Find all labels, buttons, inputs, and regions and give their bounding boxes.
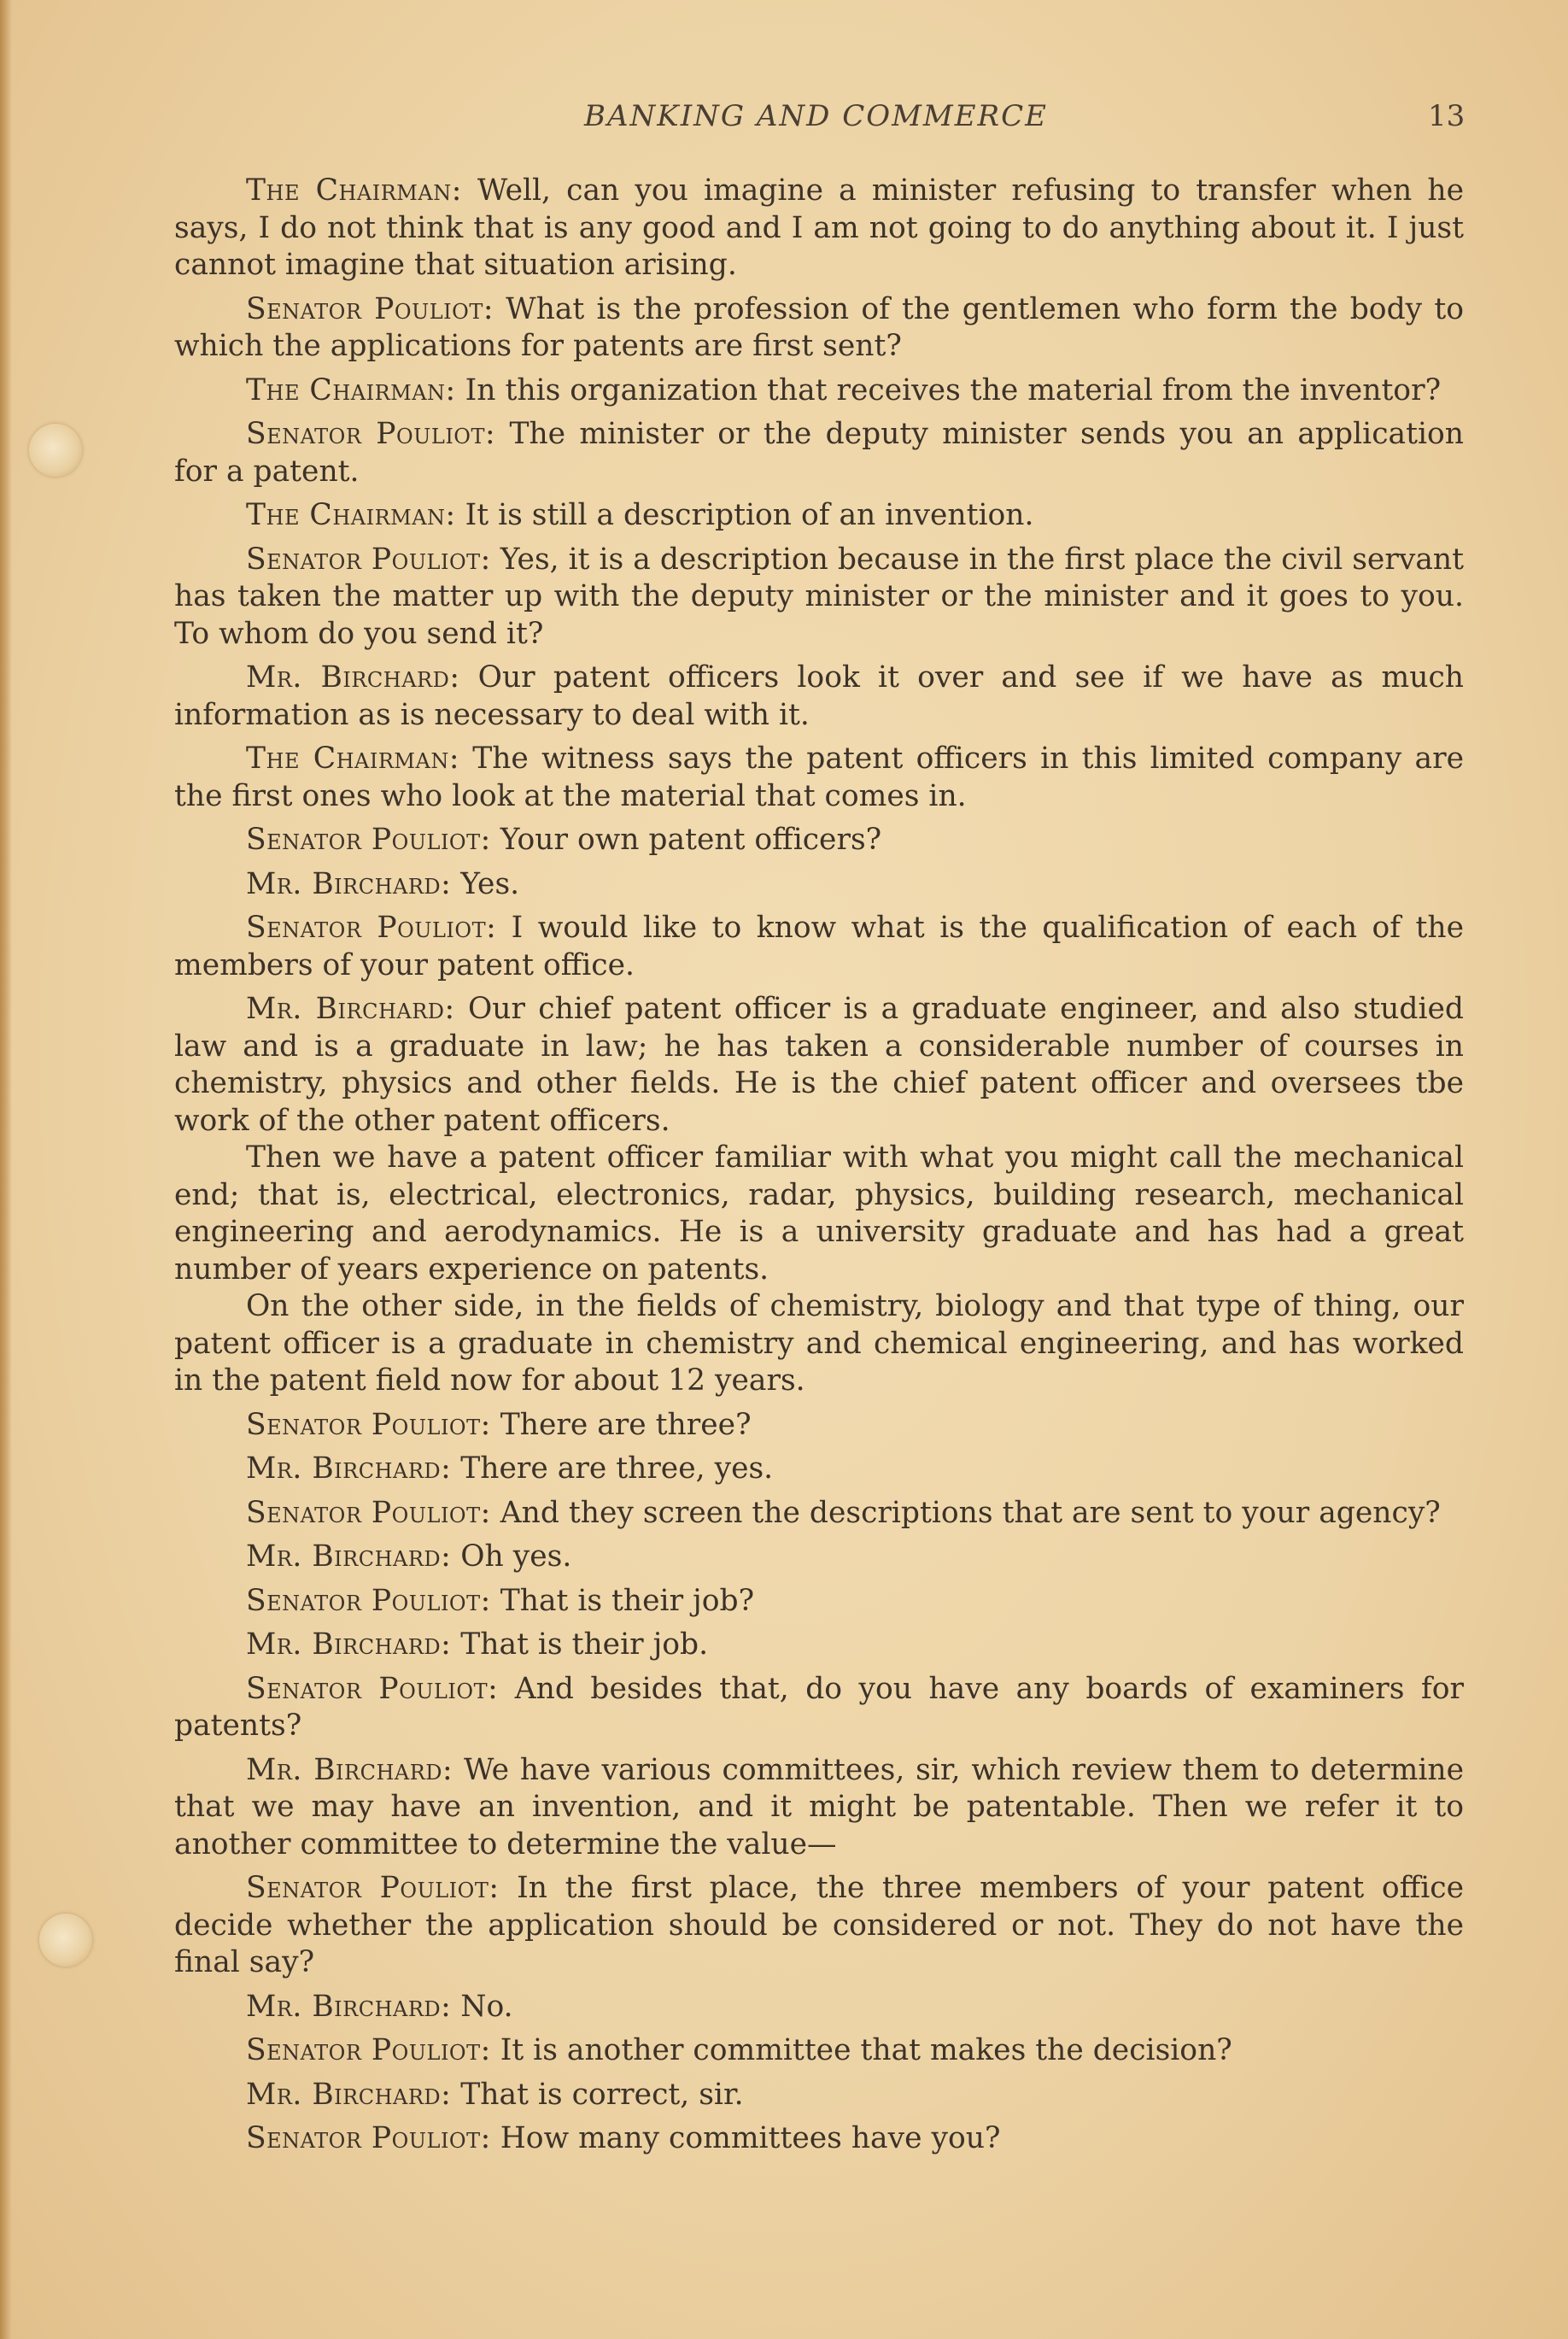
paragraph <box>174 1752 1464 1864</box>
paragraph <box>174 372 1464 410</box>
speaker-name: Senator Pouliot: <box>246 1871 500 1905</box>
speaker-name: The Chairman: <box>246 498 456 532</box>
paragraph-text: Then we have a patent officer familiar with what you might call the mechanical end; that is, electrical, electronics, radar, physics, building research, mechanical engineering and aerodynamics. He is a university graduate and has had a great number of years experience on patents. <box>174 1140 1464 1287</box>
paragraph <box>174 1451 1464 1488</box>
paragraph-text: In this organization that receives the material from the inventor? <box>455 372 1442 407</box>
speaker-name: Mr. Birchard: <box>246 1539 452 1574</box>
speaker-name: Mr. Birchard: <box>246 2077 452 2112</box>
paragraph <box>174 2032 1464 2070</box>
paragraph-text: We have various committees, sir, which review them to determine that we may have an invention, and it might be patentable. Then we refer it to another committee to determine the value— <box>174 1752 1464 1861</box>
page-number: 13 <box>1428 99 1466 133</box>
paragraph-text: How many committees have you? <box>490 2121 1001 2155</box>
paragraph <box>174 1407 1464 1445</box>
paragraph-text: Your own patent officers? <box>490 823 882 857</box>
speaker-name: Senator Pouliot: <box>246 1407 491 1442</box>
paragraph <box>174 542 1464 654</box>
running-title: BANKING AND COMMERCE <box>584 99 1048 133</box>
paragraph <box>174 741 1464 815</box>
speaker-name: The Chairman: <box>246 372 456 407</box>
paragraph-text: What is the profession of the gentlemen who form the body to which the applications for patents are first sent? <box>174 291 1464 363</box>
paragraph-text: Our chief patent officer is a graduate engineer, and also studied law and is a graduate in law; he has taken a considerable number of courses in chemistry, physics and other fields. He is the chief patent officer and oversees tbe work of the other patent officers. <box>174 992 1464 1138</box>
running-header <box>0 99 1568 142</box>
speaker-name: Senator Pouliot: <box>246 823 491 857</box>
paragraph <box>174 497 1464 535</box>
speaker-name: Senator Pouliot: <box>246 542 491 577</box>
paragraph <box>174 1989 1464 2026</box>
paragraph-text: Our patent officers look it over and see if we have as much information as is necessary to deal with it. <box>174 660 1464 732</box>
paragraph <box>174 910 1464 984</box>
paragraph-text: And they screen the descriptions that are sent to your agency? <box>490 1495 1441 1530</box>
speaker-name: Mr. Birchard: <box>246 866 452 901</box>
speaker-name: Mr. Birchard: <box>246 1627 452 1662</box>
speaker-name: Senator Pouliot: <box>246 417 496 451</box>
speaker-name: Senator Pouliot: <box>246 911 497 945</box>
paragraph <box>174 2120 1464 2158</box>
speaker-name: Mr. Birchard: <box>246 1752 453 1787</box>
paragraph-text: Well, can you imagine a minister refusing to transfer when he says, I do not think that is any good and I am not going to do anything about it. I just cannot imagine that situation arising. <box>174 173 1464 282</box>
binding-hole <box>39 1914 92 1967</box>
paragraph <box>174 416 1464 490</box>
paragraph-text: That is correct, sir. <box>451 2077 744 2112</box>
paragraph <box>174 822 1464 859</box>
speaker-name: Senator Pouliot: <box>246 1671 499 1706</box>
paragraph <box>174 1870 1464 1982</box>
paragraph <box>174 866 1464 904</box>
speaker-name: Mr. Birchard: <box>246 992 455 1026</box>
paragraph <box>174 173 1464 284</box>
paragraph <box>174 1671 1464 1745</box>
paragraph <box>174 1539 1464 1576</box>
paragraph <box>174 659 1464 734</box>
speaker-name: Senator Pouliot: <box>246 1583 491 1618</box>
speaker-name: The Chairman: <box>246 173 462 208</box>
binding-hole <box>29 424 82 477</box>
paragraph <box>174 1495 1464 1533</box>
paragraph <box>174 291 1464 366</box>
paragraph <box>174 1627 1464 1664</box>
paragraph-text: The witness says the patent officers in this limited company are the first ones who look at the material that comes in. <box>174 742 1464 813</box>
paragraph-text: On the other side, in the fields of chemistry, biology and that type of thing, our patent officer is a graduate in chemistry and chemical engineering, and has worked in the patent field now for about 12 years. <box>174 1289 1464 1398</box>
paragraph-text: And besides that, do you have any boards of examiners for patents? <box>174 1671 1464 1743</box>
paragraph-text: In the first place, the three members of your patent office decide whether the application should be considered or not. They do not have the final say? <box>174 1871 1464 1979</box>
paragraph-text: There are three, yes. <box>451 1451 774 1486</box>
speaker-name: Mr. Birchard: <box>246 660 460 695</box>
speaker-name: Senator Pouliot: <box>246 1495 491 1530</box>
paragraph-text: It is another committee that makes the decision? <box>490 2033 1232 2067</box>
speaker-name: Mr. Birchard: <box>246 1989 452 2024</box>
paragraph <box>174 1288 1464 1400</box>
speaker-name: Senator Pouliot: <box>246 291 494 326</box>
paragraph <box>174 1140 1464 1288</box>
transcript-body <box>174 173 1464 2165</box>
paragraph-text: That is their job. <box>451 1627 709 1662</box>
paragraph-text: No. <box>451 1989 513 2024</box>
speaker-name: Senator Pouliot: <box>246 2033 491 2067</box>
paragraph-text: It is still a description of an invention. <box>455 498 1034 532</box>
paragraph <box>174 1583 1464 1621</box>
paragraph-text: The minister or the deputy minister sends you an application for a patent. <box>174 417 1464 489</box>
paragraph-text: I would like to know what is the qualification of each of the members of your patent office. <box>174 911 1464 982</box>
page-spine-edge <box>0 0 12 2339</box>
paragraph-text: Yes, it is a description because in the first place the civil servant has taken the matter up with the deputy minister or the minister and it goes to you. To whom do you send it? <box>174 542 1464 651</box>
speaker-name: Senator Pouliot: <box>246 2121 491 2155</box>
paragraph <box>174 2077 1464 2114</box>
speaker-name: Mr. Birchard: <box>246 1451 452 1486</box>
paragraph-text: Oh yes. <box>451 1539 572 1574</box>
paragraph-text: Yes. <box>451 866 520 901</box>
speaker-name: The Chairman: <box>246 742 459 776</box>
paragraph <box>174 991 1464 1140</box>
paragraph-text: There are three? <box>490 1407 752 1442</box>
paragraph-text: That is their job? <box>490 1583 755 1618</box>
